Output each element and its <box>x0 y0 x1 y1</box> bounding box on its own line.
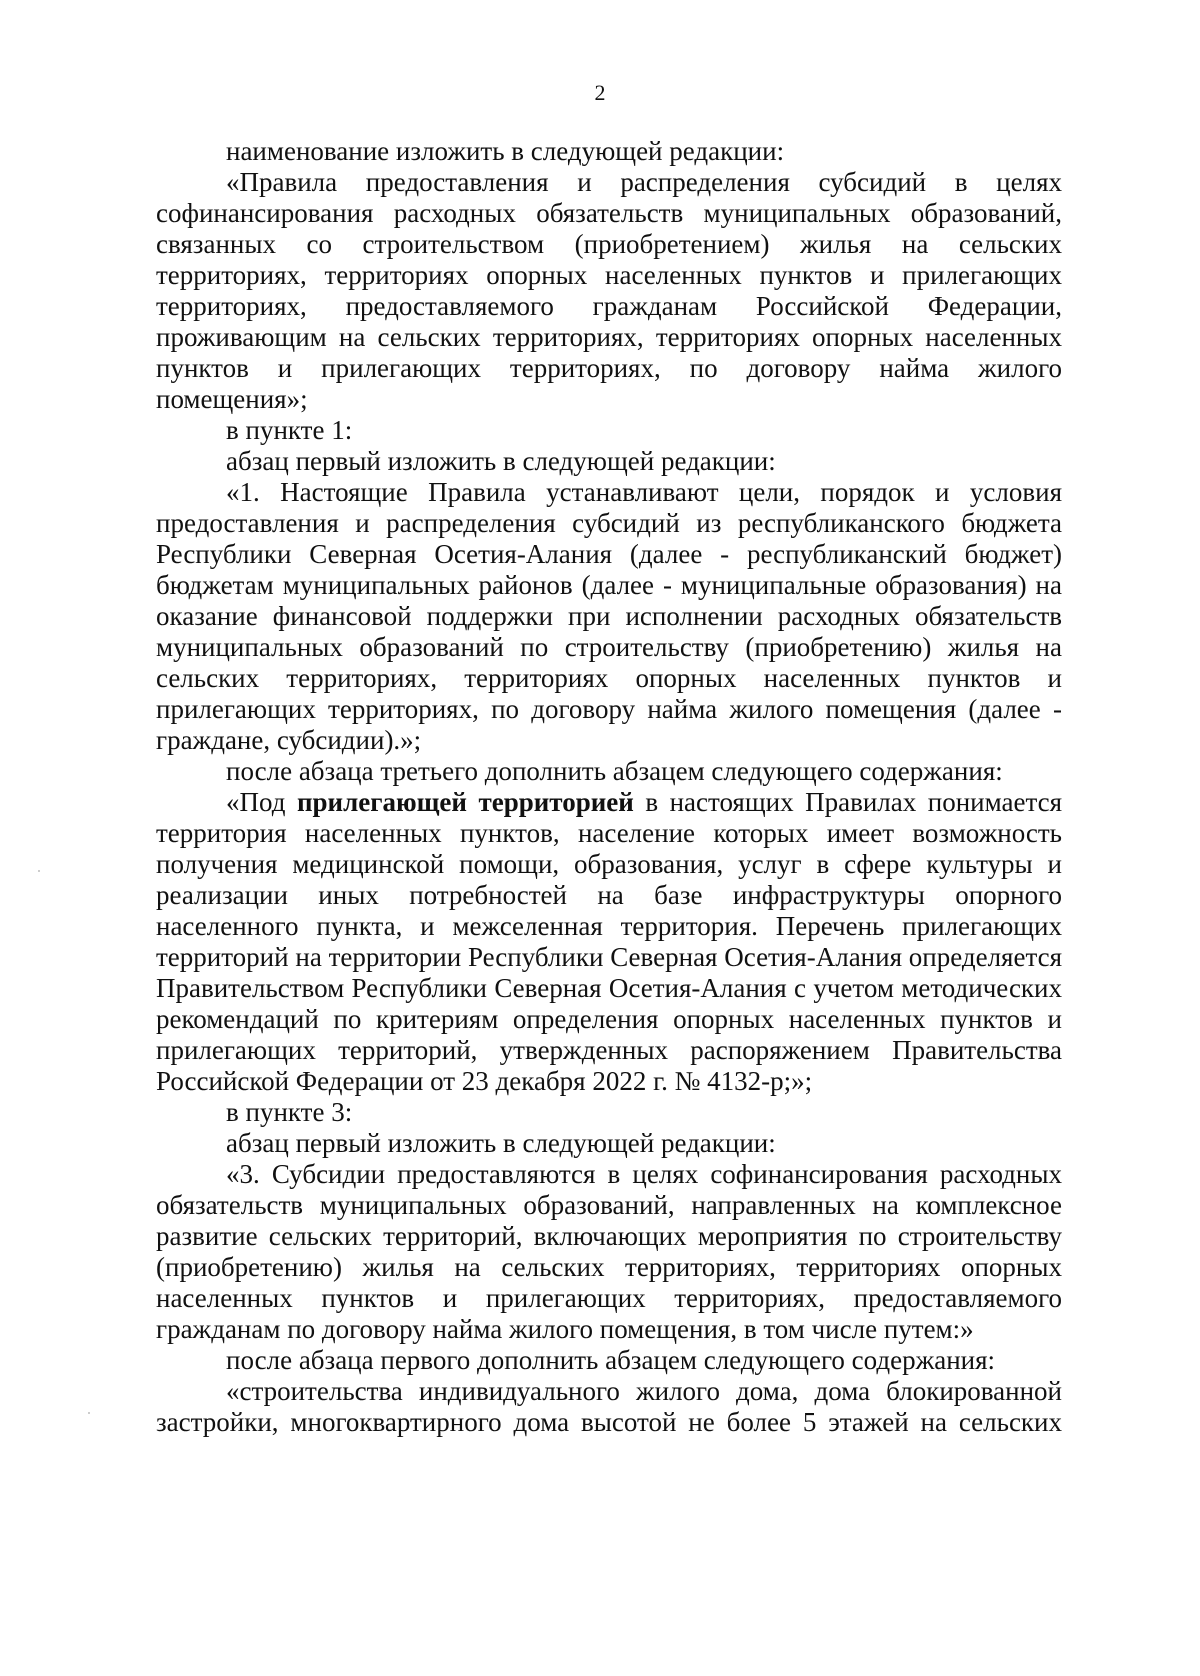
paragraph-adjacent-territory-definition <box>156 787 1062 1097</box>
definition-prefix: «Под <box>226 787 297 817</box>
paragraph-rules-title: «Правила предоставления и распределения субсидий в целях софинансирования расходных обязательств муниципальных образований, связанных со строительством (приобретением) жилья на сельских территориях, территориях опорных населенных пунктов и прилегающих территориях, предоставляемого гражданам Российской Федерации, проживающим на сельских территориях, территориях опорных населенных пунктов и прилегающих территориях, по договору найма жилого помещения»; <box>156 167 1062 414</box>
paragraph-after-first-instruction: после абзаца первого дополнить абзацем следующего содержания: <box>226 1345 996 1375</box>
paragraph-clause-1-instruction: абзац первый изложить в следующей редакции: <box>226 446 776 476</box>
page-number: 2 <box>594 80 606 105</box>
paragraph-clause-3-instruction: абзац первый изложить в следующей редакции: <box>226 1128 776 1158</box>
paragraph-clause-1-text: «1. Настоящие Правила устанавливают цели, порядок и условия предоставления и распределения субсидий из республиканского бюджета Республики Северная Осетия-Алания (далее - республиканский бюджет) бюджетам муниципальных районов (далее - муниципальные образования) на оказание финансовой поддержки при исполнении расходных обязательств муниципальных образований по строительству (приобретению) жилья на сельских территориях, территориях опорных населенных пунктов и прилегающих территориях, по договору найма жилого помещения (далее - граждане, субсидии).»; <box>156 477 1062 755</box>
definition-text: в настоящих Правилах понимается территория населенных пунктов, население которых имеет возможность получения медицинской помощи, образования, услуг в сфере культуры и реализации иных потребностей на базе инфраструктуры опорного населенного пункта, и межселенная территория. Перечень прилегающих территорий на территории Республики Северная Осетия-Алания определяется Правительством Республики Северная Осетия-Алания с учетом методических рекомендаций по критериям определения опорных населенных пунктов и прилегающих территорий, утвержденных распоряжением Правительства Российской Федерации от 23 декабря 2022 г. № 4132-р;»; <box>156 787 1062 1096</box>
paragraph-after-third-instruction: после абзаца третьего дополнить абзацем следующего содержания: <box>226 756 1003 786</box>
paragraph-clause-3-text: «3. Субсидии предоставляются в целях софинансирования расходных обязательств муниципальных образований, направленных на комплексное развитие сельских территорий, включающих мероприятия по строительству (приобретению) жилья на сельских территориях, территориях опорных населенных пунктов и прилегающих территориях, предоставляемого гражданам по договору найма жилого помещения, в том числе путем:» <box>156 1159 1062 1344</box>
defined-term: прилегающей территорией <box>296 787 634 817</box>
scan-speck <box>88 1412 90 1414</box>
paragraph-clause-3-ref: в пункте 3: <box>226 1097 353 1127</box>
paragraph-construction-text: «строительства индивидуального жилого дома, дома блокированной застройки, многоквартирного дома высотой не более 5 этажей на сельских <box>156 1376 1062 1437</box>
paragraph-naming-instruction: наименование изложить в следующей редакции: <box>226 136 785 166</box>
document-body <box>156 136 1062 1438</box>
paragraph-clause-1-ref: в пункте 1: <box>226 415 353 445</box>
scan-speck <box>38 870 40 872</box>
